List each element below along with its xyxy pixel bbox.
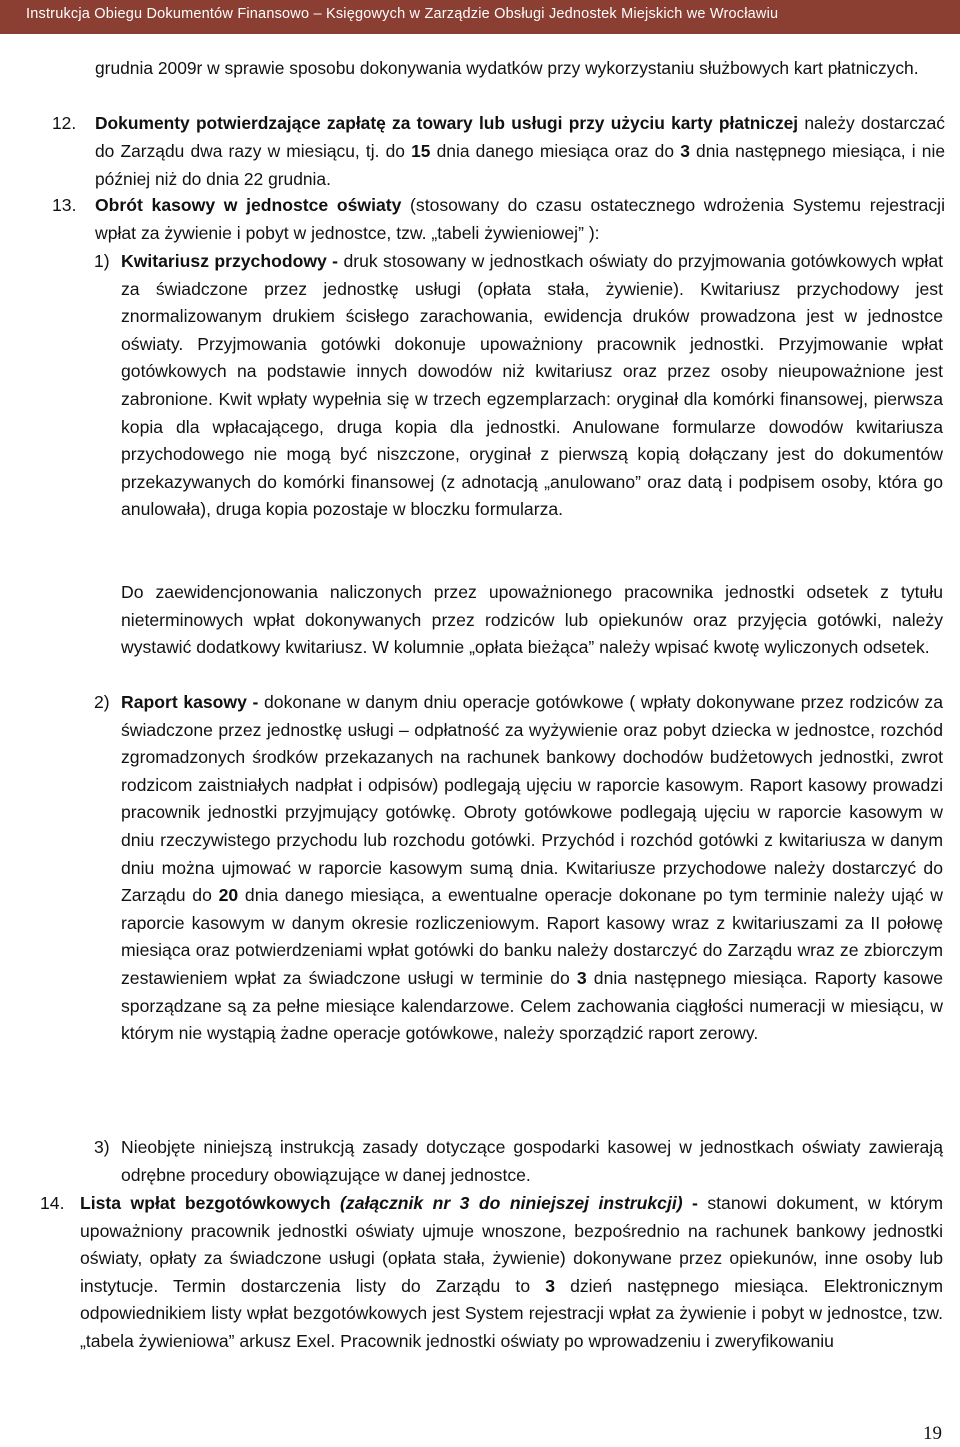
subitem-3-number: 3) (94, 1137, 110, 1157)
page-number: 19 (923, 1423, 942, 1444)
item-14-text-b: dzień następnego miesiąca. Elektronicznym odpowiednikiem listy wpłat bezgotówkowych jest System rejestracji wpłat za żywienie i pobyt w jednostce, tzw. „tabela żywieniowa” arkusz Exel. Pracownik jednostki oświaty po wprowadzeniu i zweryfikowaniu (80, 1275, 943, 1351)
subitem-2-heading: Raport kasowy - (121, 692, 259, 712)
subitem-2-number: 2) (94, 692, 110, 712)
subitem-1-heading: Kwitariusz przychodowy - (121, 251, 339, 271)
item-14-text-a: stanowi dokument, w którym upoważniony pracownik jednostki oświaty ujmuje wnoszone, bezpośrednio na rachunek bankowy jednostki oświaty, opłaty za świadczone usługi (opłata stała, żywienie) dokonywane przez opiekunów, inne osoby lub instytucje. Termin dostarczenia listy do Zarządu to (80, 1193, 943, 1296)
item-12-text-c: dnia następnego miesiąca, i nie później niż do dnia 22 grudnia. (95, 141, 945, 189)
subitem-3-text: Nieobjęte niniejszą instrukcją zasady dotyczące gospodarki kasowej w jednostkach oświaty zawierają odrębne procedury obowiązujące w danej jednostce. (121, 1137, 943, 1185)
subitem-2-text-c: dnia następnego miesiąca. Raporty kasowe sporządzane są za pełne miesiące kalendarzowe. Celem zachowania ciągłości numeracji w miesiącu, w którym nie wystąpią żadne operacje gotówkowe, należy sporządzić raport zerowy. (121, 967, 944, 1044)
subitem-2-day-2: 3 (576, 967, 587, 988)
item-12-paragraph (95, 109, 945, 193)
subitem-3-paragraph (121, 1134, 943, 1189)
subitem-2-text-b: dnia danego miesiąca, a ewentualne operacje dokonane po tym terminie należy ująć w raporcie kasowym w danym okresie rozliczeniowym. Raport kasowy wraz z kwitariuszami za II połowę miesiąca oraz potwierdzeniami wpłat gotówki do banku należy dostarczyć do Zarządu wraz ze zbiorczym zestawieniem wpłat za świadczone usługi w terminie do (121, 885, 944, 988)
item-12-text-b: dnia danego miesiąca oraz do (430, 141, 681, 161)
subitem-1-text: druk stosowany w jednostkach oświaty do przyjmowania gotówkowych wpłat za świadczone przez jednostkę usługi (opłata stała, żywienie). Kwitariusz przychodowy jest znormalizowanym drukiem ścisłego zarachowania, ewidencja druków prowadzona jest w jednostce oświaty. Przyjmowania gotówki dokonuje upoważniony pracownik jednostki. Przyjmowanie wpłat gotówkowych na podstawie innych dowodów niż kwitariusz oraz przez osoby nieupoważnione jest zabronione. Kwit wpłaty wypełnia się w trzech egzemplarzach: oryginał dla komórki finansowej, pierwsza kopia dla wpłacającego, druga kopia dla jednostki. Anulowane formularze dowodów kwitariusza przychodowego nie mogą być niszczone, oryginał z pierwszą kopią dołączany jest do dokumentów przekazywanych do komórki finansowej (z adnotacją „anulowano” oraz datą i podpisem osoby, która go anulowała), druga kopia pozostaje w bloczku formularza. (121, 251, 943, 520)
item-12-day-2: 3 (680, 141, 690, 161)
item-14-paragraph (80, 1190, 943, 1356)
subitem-1-paragraph (121, 248, 943, 524)
item-13-number: 13. (52, 195, 77, 215)
item-13-text: (stosowany do czasu ostatecznego wdrożenia Systemu rejestracji wpłat za żywienie i pobyt w jednostce, tzw. „tabeli żywieniowej” ): (95, 195, 945, 243)
subitem-2-day-1: 20 (218, 885, 239, 906)
document-header-title: Instrukcja Obiegu Dokumentów Finansowo – Księgowych w Zarządzie Obsługi Jednostek Miejskich we Wrocławiu (26, 6, 779, 22)
item-14-dash: - (682, 1193, 698, 1213)
subitem-1-paragraph-2 (121, 579, 943, 662)
item-13-heading: Obrót kasowy w jednostce oświaty (95, 195, 402, 215)
continuation-paragraph (95, 54, 945, 82)
item-12-text-a: należy dostarczać do Zarządu dwa razy w miesiącu, tj. do (95, 113, 945, 161)
item-12-number: 12. (52, 113, 77, 133)
continuation-text: grudnia 2009r w sprawie sposobu dokonywania wydatków przy wykorzystaniu służbowych kart płatniczych. (95, 58, 919, 78)
item-14-attachment-ref: (załącznik nr 3 do niniejszej instrukcji) (340, 1193, 683, 1213)
item-14-number: 14. (40, 1193, 65, 1213)
subitem-2-paragraph (121, 689, 943, 1048)
subitem-1-number: 1) (94, 251, 110, 271)
item-13-paragraph (95, 192, 945, 247)
subitem-1-text-2: Do zaewidencjonowania naliczonych przez upoważnionego pracownika jednostki odsetek z tytułu nieterminowych wpłat dokonywanych przez rodziców lub opiekunów oraz przyjęcia gotówki, należy wystawić dodatkowy kwitariusz. W kolumnie „opłata bieżąca” należy wpisać kwotę wyliczonych odsetek. (121, 582, 943, 658)
item-12-heading: Dokumenty potwierdzające zapłatę za towary lub usługi przy użyciu karty płatniczej (95, 113, 799, 133)
subitem-2-text-a: dokonane w danym dniu operacje gotówkowe ( wpłaty dokonywane przez rodziców za świadczone przez jednostkę usługi – odpłatność za wyżywienie oraz pobyt dziecka w jednostce, rozchód zgromadzonych środków przekazanych na rachunek bankowy dochodów budżetowych jednostki, zwrot rodzicom zaistniałych nadpłat i odpisów) podlegają ujęciu w raporcie kasowym. Raport kasowy prowadzi pracownik jednostki przyjmujący gotówkę. Obroty gotówkowe podlegają ujęciu w raporcie kasowym w dniu rzeczywistego przychodu lub rozchodu gotówki. Przychód i rozchód gotówki z kwitariusza w danym dniu można ujmować w raporcie kasowym sumą dnia. Kwitariusze przychodowe należy dostarczyć do Zarządu do (121, 692, 943, 906)
item-14-heading: Lista wpłat bezgotówkowych (80, 1193, 331, 1213)
item-12-day-1: 15 (411, 141, 431, 161)
item-14-day: 3 (545, 1275, 555, 1296)
